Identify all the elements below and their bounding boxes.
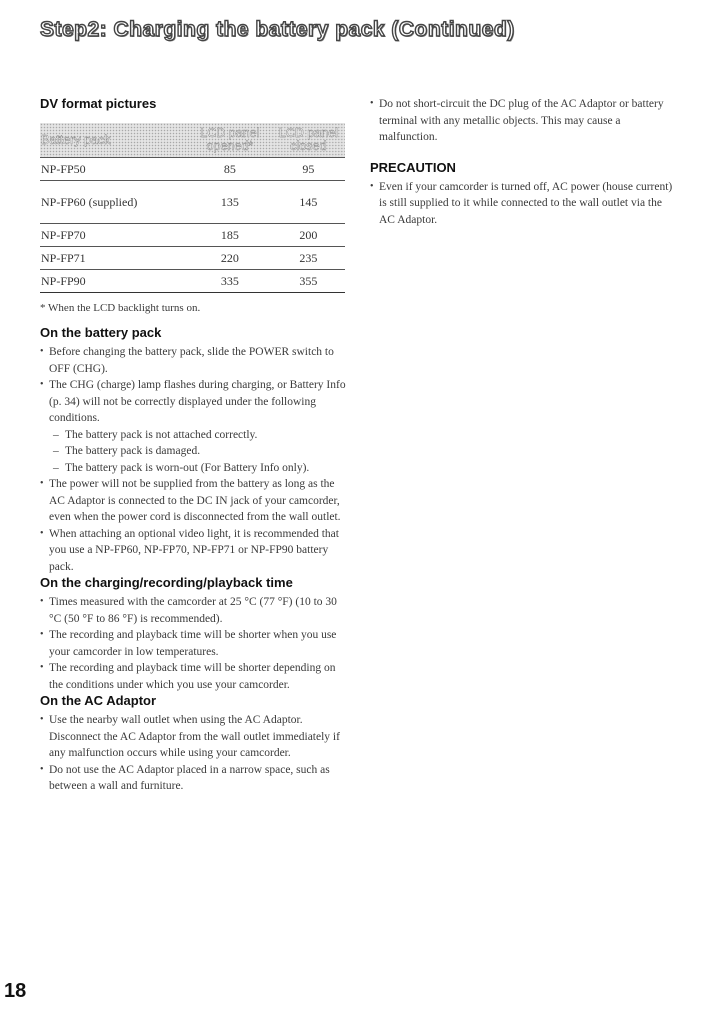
- list-item: • Do not short-circuit the DC plug of the AC Adaptor or battery terminal with any metallic objects. This may cause a malfunction.: [370, 96, 680, 146]
- table-header-row: [40, 123, 345, 158]
- list-item: • The recording and playback time will be shorter depending on the conditions under which you use your camcorder.: [40, 660, 350, 693]
- list-item: • Before changing the battery pack, slide the POWER switch to OFF (CHG).: [40, 344, 350, 377]
- cell-pack: NP-FP60 (supplied): [40, 181, 188, 224]
- table-row: [40, 181, 345, 224]
- table-row: [40, 270, 345, 293]
- list-item: • Times measured with the camcorder at 25 °C (77 °F) (10 to 30 °C (50 °F to 86 °F) is recommended).: [40, 594, 350, 627]
- battery-time-table: [40, 123, 345, 293]
- cell-opened: 335: [188, 270, 272, 293]
- cell-opened: 185: [188, 224, 272, 247]
- header-lcd-opened: LCD panel opened*: [188, 123, 272, 158]
- cell-opened: 135: [188, 181, 272, 224]
- precaution-heading: PRECAUTION: [370, 159, 456, 175]
- page-title: Step2: Charging the battery pack (Continued): [40, 18, 515, 41]
- cell-closed: 145: [272, 181, 345, 224]
- battery-pack-list: [40, 344, 350, 575]
- precaution-list: [370, 179, 680, 229]
- ac-adaptor-list: [40, 712, 350, 795]
- list-item: • The recording and playback time will be shorter when you use your camcorder in low temperatures.: [40, 627, 350, 660]
- sub-list-item: – The battery pack is worn-out (For Battery Info only).: [53, 460, 350, 477]
- list-item: • When attaching an optional video light, it is recommended that you use a NP-FP60, NP-FP70, NP-FP71 or NP-FP90 battery pack.: [40, 526, 350, 576]
- cell-opened: 85: [188, 158, 272, 181]
- charging-time-list: [40, 594, 350, 693]
- header-battery-pack: Battery pack: [40, 123, 188, 158]
- page-number: 18: [4, 980, 27, 1002]
- battery-pack-heading: On the battery pack: [40, 325, 162, 340]
- list-item: [40, 377, 350, 476]
- sub-list-item: – The battery pack is not attached correctly.: [53, 427, 350, 444]
- list-item: • Do not use the AC Adaptor placed in a narrow space, such as between a wall and furniture.: [40, 762, 350, 795]
- cell-closed: 95: [272, 158, 345, 181]
- cell-closed: 235: [272, 247, 345, 270]
- cell-opened: 220: [188, 247, 272, 270]
- table-row: [40, 158, 345, 181]
- dv-format-heading: DV format pictures: [40, 96, 157, 111]
- cell-pack: NP-FP50: [40, 158, 188, 181]
- cell-closed: 200: [272, 224, 345, 247]
- cell-pack: NP-FP70: [40, 224, 188, 247]
- list-item: • Even if your camcorder is turned off, AC power (house current) is still supplied to it while connected to the wall outlet via the AC Adaptor.: [370, 179, 680, 229]
- table-footnote: * When the LCD backlight turns on.: [40, 302, 201, 314]
- left-column: [40, 96, 350, 795]
- sub-list-item: – The battery pack is damaged.: [53, 443, 350, 460]
- cell-pack: NP-FP71: [40, 247, 188, 270]
- ac-adaptor-heading: On the AC Adaptor: [40, 693, 157, 708]
- cell-closed: 355: [272, 270, 345, 293]
- table-row: [40, 247, 345, 270]
- list-item: • Use the nearby wall outlet when using the AC Adaptor. Disconnect the AC Adaptor from the wall outlet immediately if any malfunction occurs while using your camcorder.: [40, 712, 350, 762]
- ac-adaptor-list-continued: [370, 96, 680, 146]
- charging-time-heading: On the charging/recording/playback time: [40, 575, 293, 590]
- list-item-text: The CHG (charge) lamp flashes during charging, or Battery Info (p. 34) will not be correctly displayed under the following conditions.: [49, 379, 346, 424]
- table-row: [40, 224, 345, 247]
- sub-list: [49, 427, 350, 477]
- header-lcd-closed: LCD panel closed: [272, 123, 345, 158]
- list-item: • The power will not be supplied from the battery as long as the AC Adaptor is connected to the DC IN jack of your camcorder, even when the power cord is disconnected from the wall outlet.: [40, 476, 350, 526]
- right-column: [370, 96, 680, 228]
- cell-pack: NP-FP90: [40, 270, 188, 293]
